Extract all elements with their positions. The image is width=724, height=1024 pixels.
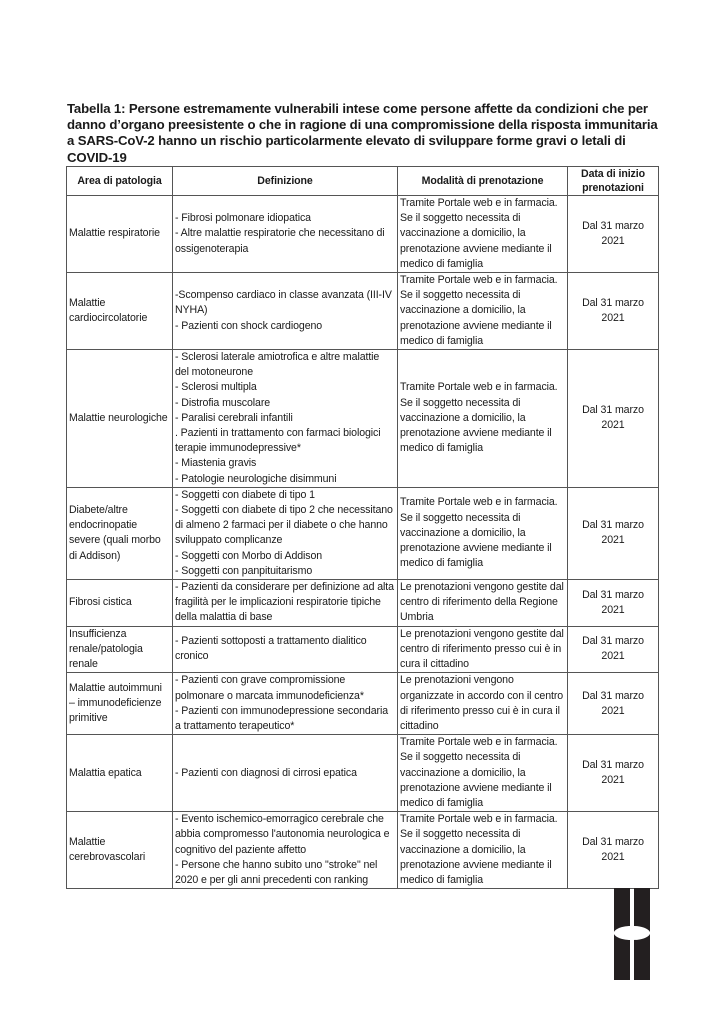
cell-data: Dal 31 marzo 2021 (568, 487, 659, 579)
cell-data: Dal 31 marzo 2021 (568, 580, 659, 627)
definition-item: - Pazienti con diagnosi di cirrosi epatica (175, 766, 357, 779)
table-row (67, 812, 659, 889)
cell-definizione (173, 487, 398, 579)
cell-modalita: Tramite Portale web e in farmacia. Se il soggetto necessita di vaccinazione a domicilio, la prenotazione avviene mediante il medico di famiglia (398, 812, 568, 889)
header-modalita: Modalità di prenotazione (398, 167, 568, 196)
table-row (67, 196, 659, 273)
definition-item: - Sclerosi laterale amiotrofica e altre malattie del motoneurone (175, 351, 383, 379)
cell-modalita: Le prenotazioni vengono gestite dal centro di riferimento presso cui è in cura il cittadino (398, 626, 568, 673)
cell-area: Malattie cerebrovascolari (67, 812, 173, 889)
cell-area: Malattie neurologiche (67, 350, 173, 488)
definition-item: - Soggetti con diabete di tipo 1 (175, 488, 315, 501)
definition-item: -Scompenso cardiaco in classe avanzata (III-IV NYHA) (175, 289, 395, 317)
cell-modalita: Tramite Portale web e in farmacia. Se il soggetto necessita di vaccinazione a domicilio, la prenotazione avviene mediante il medico di famiglia (398, 735, 568, 812)
cell-modalita: Le prenotazioni vengono organizzate in accordo con il centro di riferimento presso cui è in cura il cittadino (398, 673, 568, 735)
cell-data: Dal 31 marzo 2021 (568, 350, 659, 488)
definition-item: - Miastenia gravis (175, 457, 257, 470)
definition-item: - Pazienti con immunodepressione secondaria a trattamento terapeutico* (175, 704, 391, 732)
definition-item: . Pazienti in trattamento con farmaci biologici terapie immunodepressive* (175, 427, 384, 455)
definition-item: - Fibrosi polmonare idiopatica (175, 212, 311, 225)
definition-item: - Evento ischemico-emorragico cerebrale che abbia compromesso l'autonomia neurologica e cognitivo del paziente affetto (175, 813, 393, 856)
cell-area: Malattie cardiocircolatorie (67, 273, 173, 350)
definition-item: - Pazienti da considerare per definizione ad alta fragilità per le implicazioni respiratorie tipiche della malattia di base (175, 581, 397, 624)
table-row (67, 626, 659, 673)
cell-data: Dal 31 marzo 2021 (568, 196, 659, 273)
cell-definizione (173, 673, 398, 735)
cell-data: Dal 31 marzo 2021 (568, 735, 659, 812)
definition-item: - Pazienti con grave compromissione polmonare o marcata immunodeficienza* (175, 674, 364, 702)
cell-data: Dal 31 marzo 2021 (568, 673, 659, 735)
table-row (67, 273, 659, 350)
vulnerable-persons-table (66, 166, 659, 889)
cell-data: Dal 31 marzo 2021 (568, 626, 659, 673)
cell-modalita: Tramite Portale web e in farmacia. Se il soggetto necessita di vaccinazione a domicilio, la prenotazione avviene mediante il medico di famiglia (398, 350, 568, 488)
definition-item: - Sclerosi multipla (175, 381, 257, 394)
definition-item: - Soggetti con diabete di tipo 2 che necessitano di almeno 2 farmaci per il diabete o che hanno sviluppato complicanze (175, 504, 396, 547)
cell-area: Fibrosi cistica (67, 580, 173, 627)
cell-area: Diabete/altre endocrinopatie severe (quali morbo di Addison) (67, 487, 173, 579)
definition-item: - Paralisi cerebrali infantili (175, 411, 293, 424)
table-row (67, 580, 659, 627)
cell-definizione (173, 350, 398, 488)
definition-item: - Pazienti sottoposti a trattamento dialitico cronico (175, 635, 370, 663)
definition-item: - Soggetti con Morbo di Addison (175, 549, 323, 562)
cell-modalita: Tramite Portale web e in farmacia. Se il soggetto necessita di vaccinazione a domicilio, la prenotazione avviene mediante il medico di famiglia (398, 273, 568, 350)
cell-definizione (173, 735, 398, 812)
table-caption: Tabella 1: Persone estremamente vulnerabili intese come persone affette da condizioni che per danno d’organo preesistente o che in ragione di una compromissione della risposta immunitaria a SARS-CoV-2 hanno un rischio particolarmente elevato di sviluppare forme gravi o letali di COVID-19 (67, 101, 658, 165)
cell-area: Malattie autoimmuni – immunodeficienze primitive (67, 673, 173, 735)
definition-item: - Altre malattie respiratorie che necessitano di ossigenoterapia (175, 227, 388, 255)
cell-area: Malattie respiratorie (67, 196, 173, 273)
cell-modalita: Tramite Portale web e in farmacia. Se il soggetto necessita di vaccinazione a domicilio, la prenotazione avviene mediante il medico di famiglia (398, 487, 568, 579)
cell-data: Dal 31 marzo 2021 (568, 812, 659, 889)
header-definizione: Definizione (173, 167, 398, 196)
cell-data: Dal 31 marzo 2021 (568, 273, 659, 350)
cell-area: Insufficienza renale/patologia renale (67, 626, 173, 673)
cell-modalita: Tramite Portale web e in farmacia. Se il soggetto necessita di vaccinazione a domicilio, la prenotazione avviene mediante il medico di famiglia (398, 196, 568, 273)
table-row (67, 673, 659, 735)
definition-item: - Patologie neurologiche disimmuni (175, 472, 337, 485)
cell-definizione (173, 812, 398, 889)
header-data: Data di inizio prenotazioni (568, 167, 659, 196)
definition-item: - Pazienti con shock cardiogeno (175, 319, 323, 332)
definition-item: - Soggetti con panpituitarismo (175, 564, 313, 577)
regione-umbria-logo-icon (614, 888, 650, 980)
table-row (67, 735, 659, 812)
cell-definizione (173, 626, 398, 673)
cell-definizione (173, 273, 398, 350)
cell-definizione (173, 580, 398, 627)
definition-item: - Persone che hanno subito uno "stroke" nel 2020 e per gli anni precedenti con ranking (175, 858, 381, 886)
table-row (67, 350, 659, 488)
table-row (67, 487, 659, 579)
cell-modalita: Le prenotazioni vengono gestite dal centro di riferimento della Regione Umbria (398, 580, 568, 627)
header-area: Area di patologia (67, 167, 173, 196)
cell-area: Malattia epatica (67, 735, 173, 812)
cell-definizione (173, 196, 398, 273)
table-header-row (67, 167, 659, 196)
definition-item: - Distrofia muscolare (175, 396, 271, 409)
